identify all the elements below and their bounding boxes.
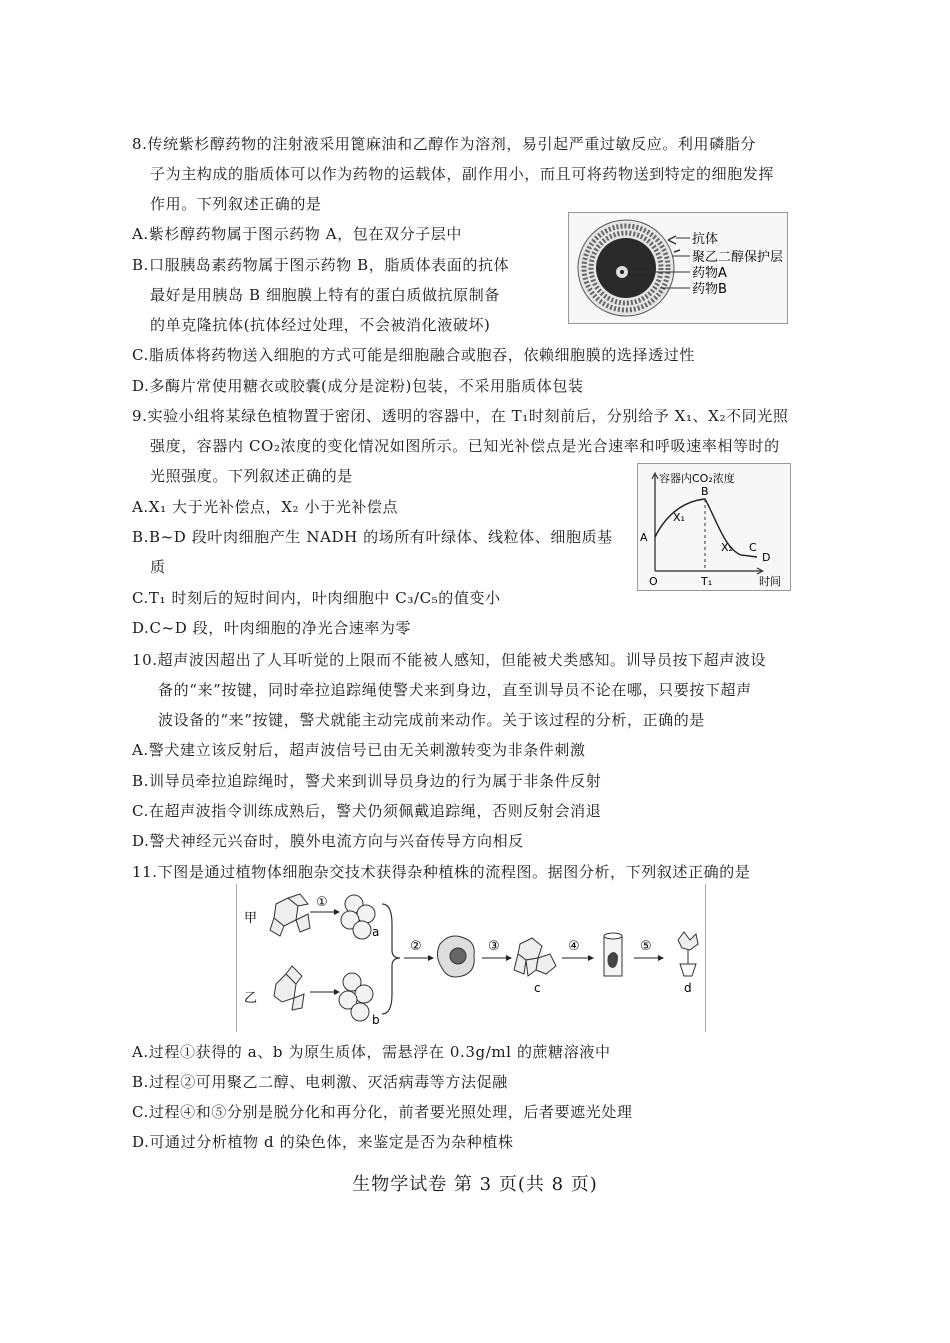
q9-option-b-line-1: B.B~D 段叶肉细胞产生 NADH 的场所有叶绿体、线粒体、细胞质基 [132,528,613,546]
q10-option-d: D.警犬神经元兴奋时，膜外电流方向与兴奋传导方向相反 [132,832,524,850]
t1-label: T₁ [701,575,713,588]
liposome-figure [568,212,788,324]
step-2: ② [410,939,422,954]
label-c: c [534,981,541,995]
somatic-hybridization-diagram [236,884,706,1032]
q11-option-a: A.过程①获得的 a、b 为原生质体，需悬浮在 0.3g/ml 的蔗糖溶液中 [132,1043,611,1061]
q11-option-b: B.过程②可用聚乙二醇、电刺激、灭活病毒等方法促融 [132,1073,508,1091]
protoplasts-a [341,895,375,939]
q11-option-c: C.过程④和⑤分别是脱分化和再分化，前者要光照处理，后者要遮光处理 [132,1103,633,1121]
point-d: D [762,551,771,564]
label-jia: 甲 [244,911,258,926]
q11-option-d: D.可通过分析植物 d 的染色体，来鉴定是否为杂种植株 [132,1133,514,1151]
fused-cell [437,936,474,977]
point-a: A [640,531,648,544]
point-c: C [749,541,757,554]
page-footer: 生物学试卷 第 3 页(共 8 页) [352,1174,598,1195]
q9-option-c: C.T₁ 时刻后的短时间内，叶肉细胞中 C₃/C₅的值变小 [132,589,501,607]
label-drug-a: 药物A [692,266,727,281]
culture-tube [604,933,622,976]
chart-xlabel: 时间 [759,575,781,588]
step-4: ④ [568,939,580,954]
label-yi: 乙 [244,991,258,1006]
q10-stem-line-3: 波设备的“来”按键，警犬就能主动完成前来动作。关于该过程的分析，正确的是 [158,711,705,729]
plant-cells-yi [274,966,304,1010]
step-3: ③ [488,939,500,954]
q8-option-c: C.脂质体将药物送入细胞的方式可能是细胞融合或胞吞，依赖细胞膜的选择透过性 [132,346,695,364]
q8-option-b-line-1: B.口服胰岛素药物属于图示药物 B，脂质体表面的抗体 [132,256,510,274]
q9-option-d: D.C~D 段，叶肉细胞的净光合速率为零 [132,619,412,637]
q8-option-a: A.紫杉醇药物属于图示药物 A，包在双分子层中 [132,225,463,243]
q8-option-b-line-3: 的单克隆抗体(抗体经过处理，不会被消化液破坏) [150,316,491,334]
q8-option-d: D.多酶片常使用糖衣或胶囊(成分是淀粉)包装，不采用脂质体包装 [132,377,584,395]
q8-stem-line-3: 作用。下列叙述正确的是 [150,195,322,213]
q8-option-b-line-2: 最好是用胰岛 B 细胞膜上特有的蛋白质做抗原制备 [150,286,500,304]
hybrid-cells-c [514,938,556,976]
label-d: d [684,981,692,995]
point-b: B [701,485,709,498]
label-drug-b: 药物B [692,282,727,297]
label-a: a [372,925,380,939]
q11-stem: 11.下图是通过植物体细胞杂交技术获得杂种植株的流程图。据图分析，下列叙述正确的是 [132,863,751,881]
q9-stem-line-3: 光照强度。下列叙述正确的是 [150,467,353,485]
protoplasts-b [339,973,373,1021]
q10-option-a: A.警犬建立该反射后，超声波信号已由无关刺激转变为非条件刺激 [132,741,586,759]
step-1: ① [316,895,328,910]
q9-option-a: A.X₁ 大于光补偿点，X₂ 小于光补偿点 [132,498,399,516]
q9-option-b-line-2: 质 [150,558,166,576]
q10-option-c: C.在超声波指令训练成熟后，警犬仍须佩戴追踪绳，否则反射会消退 [132,802,602,820]
label-x1: X₁ [673,511,685,524]
label-peg-layer: 聚乙二醇保护层 [692,250,784,265]
q9-stem-line-1: 9.实验小组将某绿色植物置于密闭、透明的容器中，在 T₁时刻前后，分别给予 X₁、X₂不同光照 [132,407,789,425]
q8-stem-line-1: 8.传统紫杉醇药物的注射液采用篦麻油和乙醇作为溶剂，易引起严重过敏反应。利用磷脂分 [132,135,756,153]
q8-stem-line-2: 子为主构成的脂质体可以作为药物的运载体，副作用小，而且可将药物送到特定的细胞发挥 [150,165,775,183]
label-b: b [372,1013,380,1027]
origin-label: O [649,575,658,588]
hybrid-plant-d [678,932,698,976]
step-5: ⑤ [640,939,652,954]
q9-stem-line-2: 强度，容器内 CO₂浓度的变化情况如图所示。已知光补偿点是光合速率和呼吸速率相等时的 [150,437,780,455]
q10-option-b: B.训导员牵拉追踪绳时，警犬来到训导员身边的行为属于非条件反射 [132,772,602,790]
label-x2: X₂ [721,541,733,554]
q10-stem-line-2: 备的“来”按键，同时牵拉追踪绳使警犬来到身边，直至训导员不论在哪，只要按下超声 [158,681,752,699]
chart-ylabel: 容器内CO₂浓度 [659,472,735,485]
q10-stem-line-1: 10.超声波因超出了人耳听觉的上限而不能被人感知，但能被犬类感知。训导员按下超声波设 [132,651,767,669]
plant-cells-jia [270,894,310,936]
co2-chart [637,463,791,591]
merge-brace [382,904,400,1014]
label-antibody: 抗体 [692,232,719,247]
